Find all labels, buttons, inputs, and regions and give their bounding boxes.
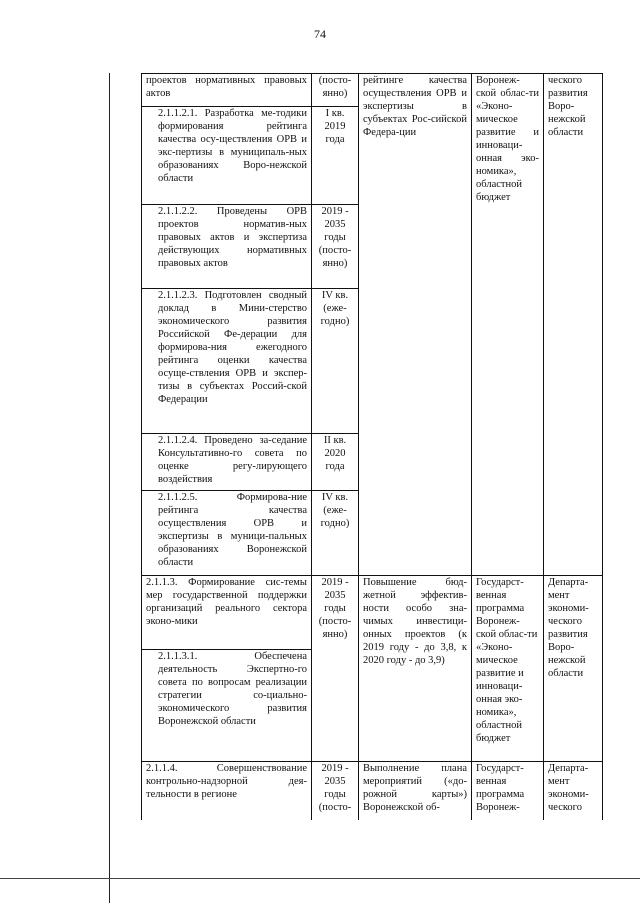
program-cell: Воронеж-ской облас-ти «Эконо-мическое развитие и инноваци-онная эко-номика», областной бюджет (472, 74, 544, 576)
executor-cell: Департа-мент экономи-ческого (544, 762, 603, 820)
left-margin-rule (109, 73, 110, 903)
task-cell: 2.1.1.2.2. Проведены ОРВ проектов норматив-ных правовых актов и экспертиза действующих нормативных правовых актов (142, 205, 312, 289)
task-cell: 2.1.1.2.3. Подготовлен сводный доклад в Мини-стерство экономического развития Российской Фе-дерации для формирова-ния ежегодного рейтинга оценки качества осуще-ствления ОРВ и экспер-тизы в субъектах Россий-ской Федерации (142, 289, 312, 434)
task-cell: 2.1.1.2.1. Разработка ме-тодики формирования рейтинга качества осу-ществления ОРВ и экс-пертизы в муниципаль-ных образованиях Воро-нежской области (142, 107, 312, 205)
executor-cell: ческого развития Воро-нежской области (544, 74, 603, 576)
table-row (142, 74, 603, 107)
program-cell: Государст-венная программа Воронеж-ской облас-ти «Эконо-мическое развитие и инноваци-онная эко-номика», областной бюджет (472, 576, 544, 762)
period-cell: 2019 - 2035 годы (посто-янно) (312, 205, 359, 289)
period-cell: II кв. 2020 года (312, 434, 359, 491)
period-cell: (посто-янно) (312, 74, 359, 107)
task-cell: 2.1.1.3.1. Обеспечена деятельность Экспертно-го совета по вопросам реализации стратегии со-циально-экономического развития Воронежской области (142, 650, 312, 762)
bottom-rule (0, 878, 640, 879)
period-cell: 2019 - 2035 годы (посто-янно) (312, 576, 359, 762)
result-cell: Повышение бюд-жетной эффектив-ности особо зна-чимых инвестици-онных проектов (к 2019 году - до 3,8, к 2020 году - до 3,9) (359, 576, 472, 762)
period-cell: I кв. 2019 года (312, 107, 359, 205)
task-cell: проектов нормативных правовых актов (142, 74, 312, 107)
task-cell: 2.1.1.2.5. Формирова-ние рейтинга качества осуществления ОРВ и экспертизы в муници-пальных образованиях Воронежской области (142, 491, 312, 576)
table-row (142, 576, 603, 650)
period-cell: 2019 - 2035 годы (посто- (312, 762, 359, 820)
task-cell: 2.1.1.3. Формирование сис-темы мер государственной поддержки организаций реального сектора эконо-мики (142, 576, 312, 650)
page-number: 74 (314, 27, 326, 41)
program-cell: Государст-венная программа Воронеж- (472, 762, 544, 820)
period-cell: IV кв. (еже-годно) (312, 289, 359, 434)
result-cell: Выполнение плана мероприятий («до-рожной карты») Воронежской об- (359, 762, 472, 820)
result-cell: рейтинге качества осуществления ОРВ и экспертизы в субъектах Рос-сийской Федера-ции (359, 74, 472, 576)
table-row (142, 762, 603, 820)
executor-cell: Департа-мент экономи-ческого развития Воро-нежской области (544, 576, 603, 762)
plan-table (141, 73, 603, 820)
task-cell: 2.1.1.2.4. Проведено за-седание Консультативно-го совета по оценке регу-лирующего воздействия (142, 434, 312, 491)
period-cell: IV кв. (еже-годно) (312, 491, 359, 576)
task-cell: 2.1.1.4. Совершенствование контрольно-надзорной дея-тельности в регионе (142, 762, 312, 820)
